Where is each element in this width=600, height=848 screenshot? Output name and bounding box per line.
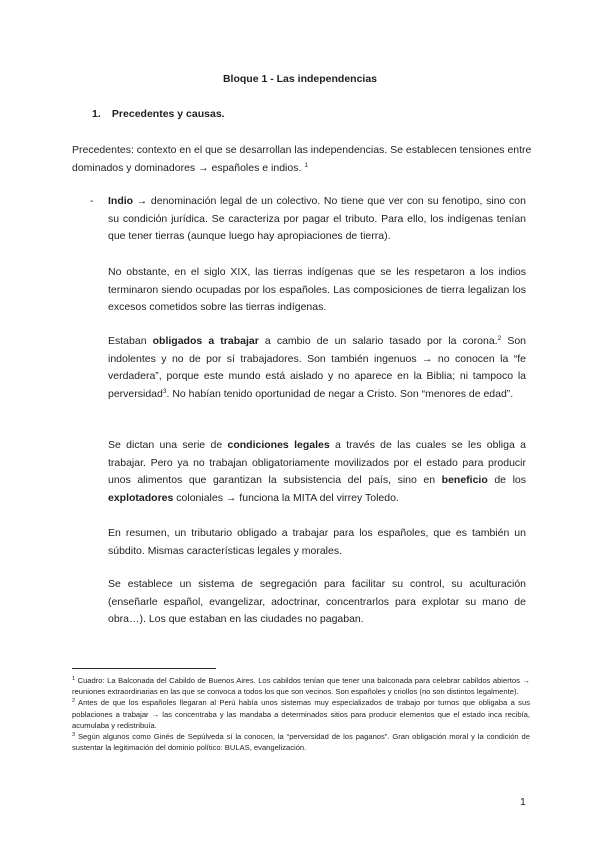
footnote-ref-3[interactable]: 3 — [162, 387, 167, 395]
footnote-text: Cuadro: La Balconada del Cabildo de Buenos Aires. Los cabildos tenían que tener una balconada para celebrar cabildos abiertos → reuniones extraordinarias en las que se convoca a todos los que son vecinos. Son españoles y criollos (no son distintos legalmente). — [72, 676, 530, 697]
intro-text: Precedentes: contexto en el que se desarrollan las independencias. Se establecen tensiones entre dominados y dominadores → españoles e indios. — [72, 144, 532, 174]
footnote-separator — [72, 668, 216, 669]
paragraph-condiciones — [108, 437, 526, 507]
term-beneficio: beneficio — [441, 474, 488, 486]
footnote-number: 3 — [72, 732, 76, 739]
paragraph-text: Se dictan una serie de — [108, 439, 228, 451]
paragraph-text: coloniales → funciona la MITA del virrey Toledo. — [173, 491, 399, 504]
term-condiciones-legales: condiciones legales — [227, 439, 330, 451]
paragraph-tierras — [108, 264, 526, 317]
paragraph-obligados — [108, 333, 526, 403]
footnote-3 — [72, 731, 530, 753]
footnote-1 — [72, 675, 530, 697]
paragraph-segregacion — [108, 576, 526, 629]
paragraph-text: a cambio de un salario tasado por la corona. — [258, 335, 498, 347]
paragraph-indio — [108, 193, 526, 246]
term-explotadores: explotadores — [108, 491, 174, 504]
paragraph-text: de los — [487, 474, 526, 486]
section-heading — [92, 108, 225, 120]
footnote-number: 1 — [72, 676, 76, 682]
footnote-ref-2[interactable]: 2 — [497, 335, 502, 342]
term-obligados-a-trabajar: obligados a trabajar — [152, 335, 259, 347]
paragraph-text: Son indolentes y no de por sí trabajadores. Son también ingenuos → no conocen la “fe verdadera”, porque este mundo está aislado y no aparece en la Biblia; ni tampoco la perversidad — [108, 335, 527, 400]
footnote-text: Según algunos como Ginés de Sepúlveda sí la conocen, la “perversidad de los paganos”. Gran obligación moral y la condición de sustentar la legitimación del dominio político: BULAS, evangelización. — [72, 732, 530, 753]
intro-paragraph — [72, 142, 534, 177]
section-heading-text: Precedentes y causas. — [111, 108, 225, 120]
paragraph-text: Estaban — [108, 335, 153, 347]
paragraph-text: No obstante, en el siglo XIX, las tierras indígenas que se les respetaron a los indios terminaron siendo ocupadas por los españoles. Las composiciones de tierra legalizan los excesos cometidos sobre las tierras indígenas. — [108, 266, 526, 313]
paragraph-text: En resumen, un tributario obligado a trabajar para los españoles, que es también un súbdito. Mismas características legales y morales. — [108, 527, 526, 557]
footnote-number: 2 — [72, 698, 76, 705]
paragraph-text: → denominación legal de un colectivo. No tiene que ver con su fenotipo, sino con su condición jurídica. Se caracteriza por pagar el tributo. Para ello, los indígenas tenían que tener tierras (aunque luego hay apropiaciones de tierra). — [108, 195, 526, 242]
bullet-dash: - — [90, 195, 94, 207]
footnote-ref-1[interactable]: 1 — [304, 161, 308, 169]
section-number: 1. — [92, 108, 101, 120]
footnotes — [72, 675, 530, 753]
paragraph-resumen — [108, 525, 526, 560]
paragraph-text: a través de las cuales se les obliga a trabajar. Pero ya no trabajan obligatoriamente movilizados por el estado para producir unos alimentos que garantizan la subsistencia del país, sino en — [108, 439, 526, 486]
footnote-2 — [72, 697, 530, 731]
page-number: 1 — [520, 796, 526, 808]
paragraph-text: . No habían tenido oportunidad de negar a Cristo. Son “menores de edad”. — [166, 387, 514, 400]
document-title: Bloque 1 - Las independencias — [222, 73, 378, 85]
term-indio: Indio — [108, 195, 134, 207]
footnote-text: Antes de que los españoles llegaran al Perú había unos sistemas muy especializados de trabajo por turnos que obligaba a sus poblaciones a trabajar → las concentraba y las mandaba a determinados sitios para producir elementos que el estado inca recibía, acumulaba y redistribuía. — [72, 698, 530, 730]
paragraph-text: Se establece un sistema de segregación para facilitar su control, su aculturación (enseñarle español, evangelizar, adoctrinar, concentrarlos para explotar su mano de obra…). Los que estaban en las ciudades no pagaban. — [108, 578, 526, 625]
